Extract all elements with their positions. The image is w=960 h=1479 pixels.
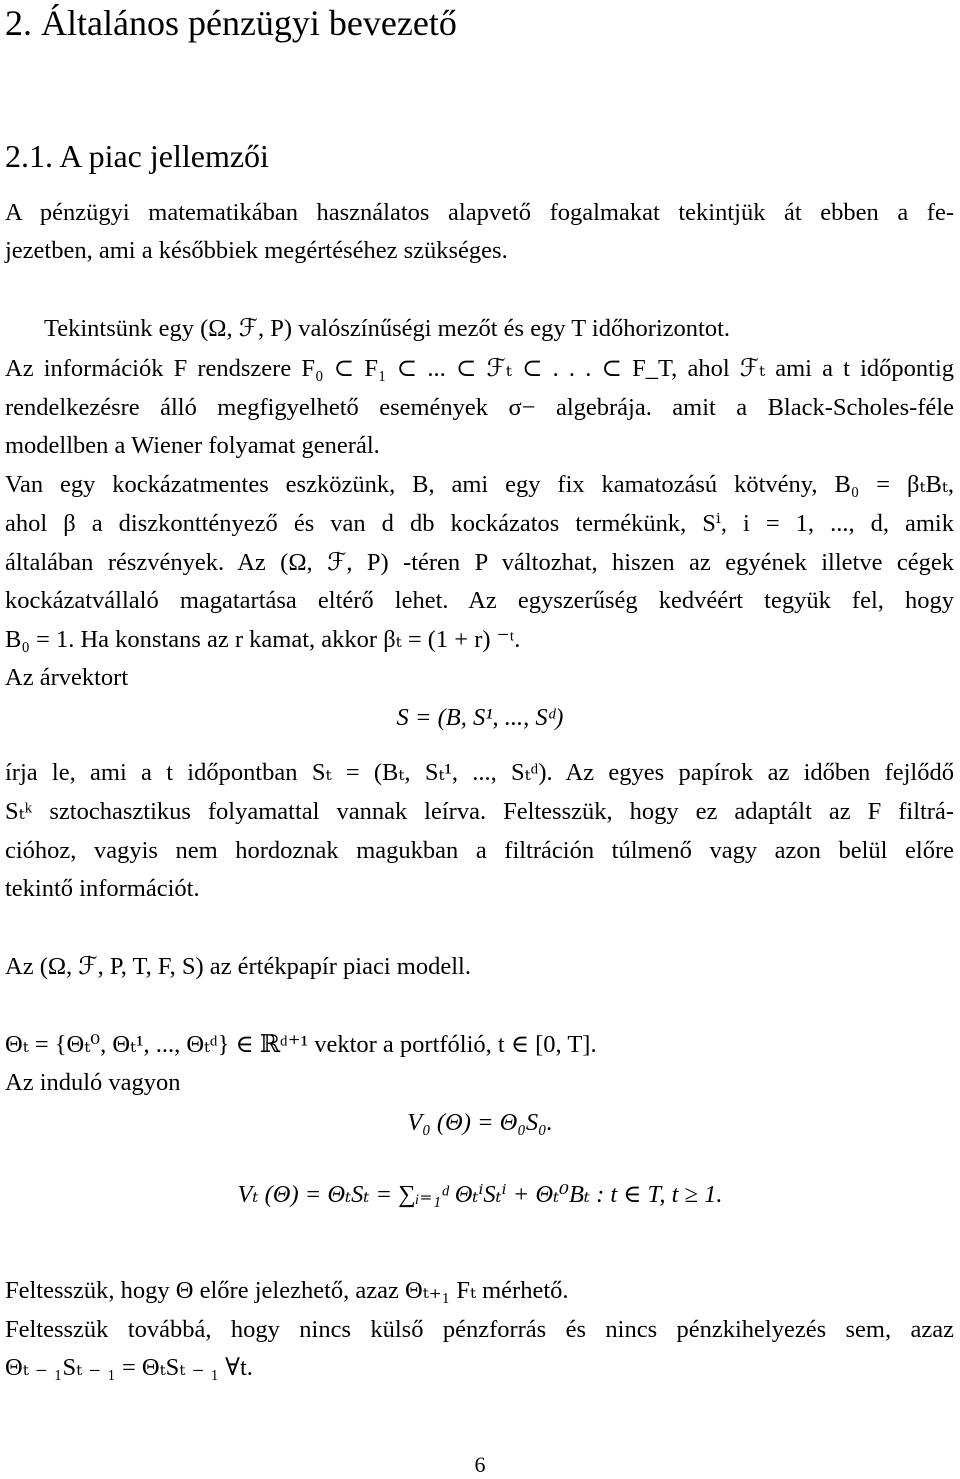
- paragraph-line: általában részvények. Az (Ω, ℱ, P) -téren P változhat, hiszen az egyének illetve cégek: [5, 549, 954, 576]
- paragraph-line: kockázatvállaló magatartása eltérő lehet. Az egyszerűség kedvéért tegyük fel, hogy: [5, 587, 954, 614]
- paragraph-line: Tekintsünk egy (Ω, ℱ, P) valószínűségi mezőt és egy T időhorizontot.: [44, 315, 731, 342]
- paragraph-line: Feltesszük, hogy Θ előre jelezhető, azaz Θₜ₊₁ Fₜ mérhető.: [5, 1277, 569, 1304]
- paragraph-line: cióhoz, vagyis nem hordoznak magukban a filtráción túlmenő vagy azon belül előre: [5, 837, 954, 864]
- paragraph-line: Az árvektort: [5, 664, 129, 691]
- paragraph-line: Θₜ = {Θₜ⁰, Θₜ¹, ..., Θₜᵈ} ∈ ℝᵈ⁺¹ vektor a portfólió, t ∈ [0, T].: [5, 1031, 597, 1058]
- equation-portfolio-value: Vₜ (Θ) = ΘₜSₜ = ∑ᵢ₌₁ᵈ ΘₜⁱSₜⁱ + Θₜ⁰Bₜ : t ∈ T, t ≥ 1.: [237, 1181, 723, 1208]
- paragraph-line: A pénzügyi matematikában használatos alapvető fogalmakat tekintjük át ebben a fe-: [5, 199, 954, 226]
- paragraph-line: Feltesszük továbbá, hogy nincs külső pénzforrás és nincs pénzkihelyezés sem, azaz: [5, 1316, 954, 1343]
- page-number: 6: [474, 1452, 486, 1477]
- paragraph-line: Sₜᵏ sztochasztikus folyamattal vannak leírva. Feltesszük, hogy ez adaptált az F filtrá-: [5, 798, 954, 825]
- paragraph-line: ahol β a diszkonttényező és van d db kockázatos termékünk, Sⁱ, i = 1, ..., d, amik: [5, 510, 954, 537]
- chapter-title: 2. Általános pénzügyi bevezető: [5, 3, 457, 43]
- paragraph-line: B₀ = 1. Ha konstans az r kamat, akkor βₜ = (1 + r) ⁻ᵗ.: [5, 626, 521, 653]
- equation-initial-wealth: V₀ (Θ) = Θ₀S₀.: [407, 1109, 553, 1136]
- paragraph-line: Az (Ω, ℱ, P, T, F, S) az értékpapír piaci modell.: [5, 953, 471, 980]
- paragraph-line: Az információk F rendszere F₀ ⊂ F₁ ⊂ ... ⊂ ℱₜ ⊂ . . . ⊂ F_T, ahol ℱₜ ami a t időpontig: [5, 355, 954, 382]
- section-title: 2.1. A piac jellemzői: [5, 138, 269, 174]
- paragraph-line: tekintő információt.: [5, 875, 200, 902]
- equation-price-vector: S = (B, S¹, ..., Sᵈ): [396, 704, 564, 731]
- paragraph-line: jezetben, ami a későbbiek megértéséhez szükséges.: [5, 237, 508, 264]
- paragraph-line: Van egy kockázatmentes eszközünk, B, ami egy fix kamatozású kötvény, B₀ = βₜBₜ,: [5, 471, 954, 498]
- paragraph-line: Θₜ ₋ ₁Sₜ ₋ ₁ = ΘₜSₜ ₋ ₁ ∀t.: [5, 1354, 253, 1381]
- paragraph-line: modellben a Wiener folyamat generál.: [5, 432, 380, 459]
- paragraph-line: Az induló vagyon: [5, 1069, 181, 1096]
- paragraph-line: írja le, ami a t időpontban Sₜ = (Bₜ, Sₜ¹, ..., Sₜᵈ). Az egyes papírok az időben fejlődő: [5, 759, 954, 786]
- paragraph-line: rendelkezésre álló megfigyelhető események σ− algebrája. amit a Black-Scholes-féle: [5, 394, 954, 421]
